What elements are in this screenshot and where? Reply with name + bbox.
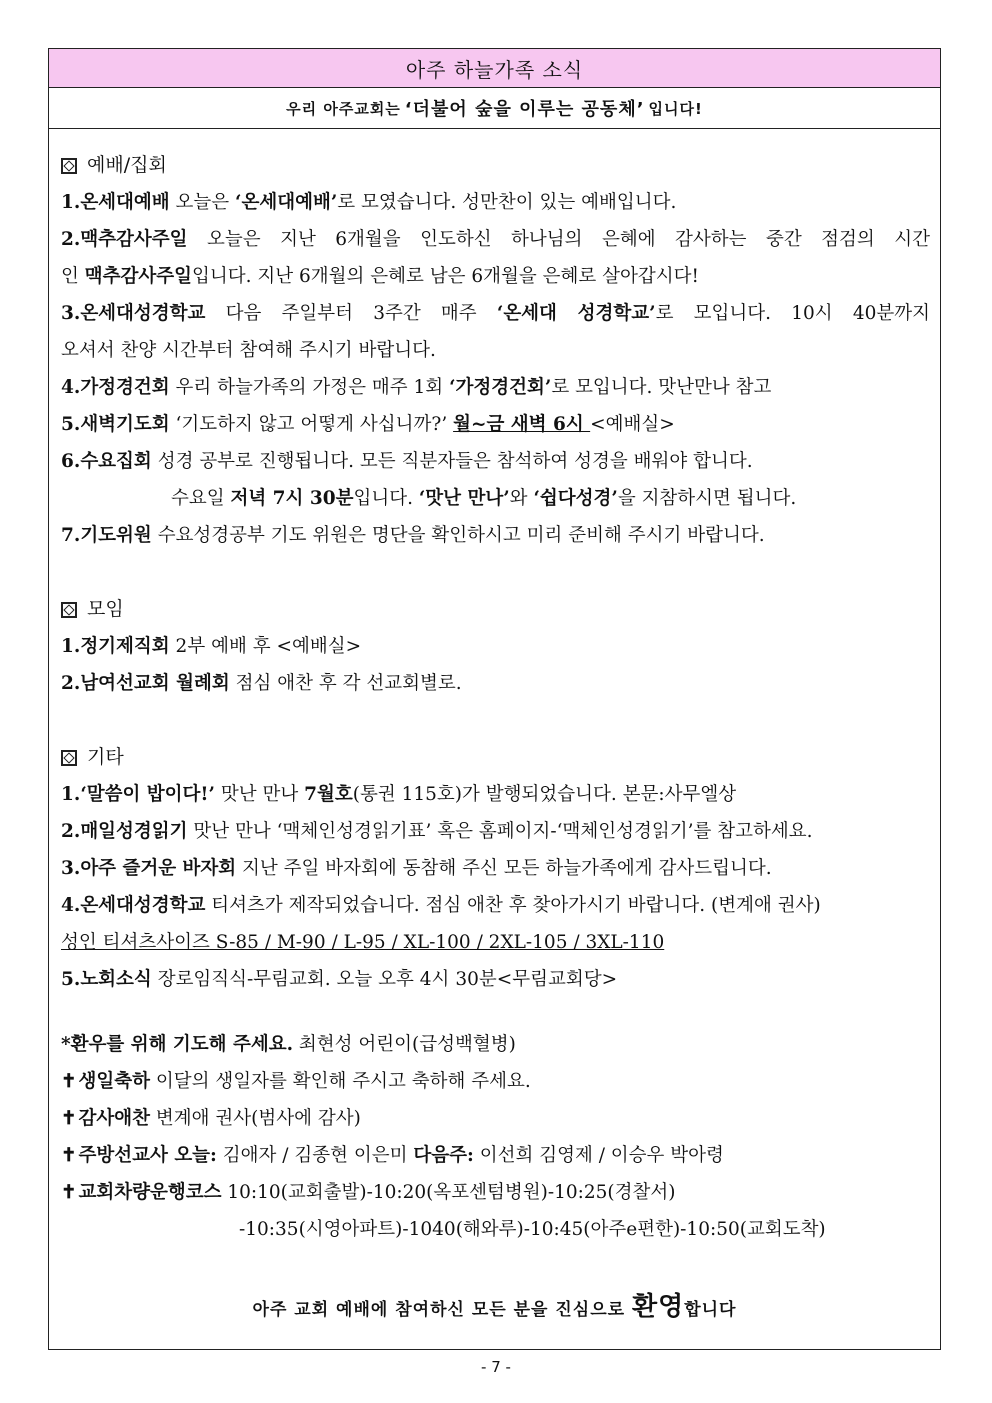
worship-item-3: 3.온세대성경학교 다음 주일부터 3주간 매주 ‘온세대 성경학교’로 모입니다. 10시 40분까지 — [61, 303, 930, 324]
worship-item-6: 6.수요집회 성경 공부로 진행됩니다. 모든 직분자들은 참석하여 성경을 배워야 합니다. — [61, 451, 753, 472]
etc-item-1: 1.‘말씀이 밥이다!’ 맛난 만나 7월호(통권 115호)가 발행되었습니다. 본문:사무엘상 — [61, 784, 737, 805]
etc-item-5: 5.노회소식 장로임직식-무림교회. 오늘 오후 4시 30분<무림교회당> — [61, 969, 618, 990]
newsletter-content — [61, 147, 930, 1248]
diamond-box-icon — [61, 158, 77, 174]
subtitle-post: 입니다! — [648, 99, 703, 118]
cross-icon: ✝ — [61, 1145, 77, 1166]
meeting-item-2: 2.남여선교회 월례회 점심 애찬 후 각 선교회별로. — [61, 673, 462, 694]
cross-icon: ✝ — [61, 1108, 77, 1129]
newsletter-title — [49, 49, 940, 88]
worship-item-3-cont: 오셔서 찬양 시간부터 참여해 주시기 바랍니다. — [61, 340, 436, 361]
welcome-message: 아주 교회 예배에 참여하신 모든 분을 진심으로 환영합니다 — [252, 1292, 737, 1322]
spacer — [61, 554, 930, 591]
section-heading-worship: 예배/집회 — [61, 147, 930, 184]
etc-item-4-sizes: 성인 티셔츠사이즈 S-85 / M-90 / L-95 / XL-100 / 2XL-105 / 3XL-110 — [61, 932, 665, 953]
kitchen-missionary-notice: ✝ 주방선교사 오늘: 김애자 / 김종현 이은미 다음주: 이선희 김영제 / 이승우 박아령 — [61, 1145, 724, 1166]
worship-item-1: 1.온세대예배 오늘은 ‘온세대예배’로 모였습니다. 성만찬이 있는 예배입니다. — [61, 192, 677, 213]
etc-item-4: 4.온세대성경학교 티셔츠가 제작되었습니다. 점심 애찬 후 찾아가시기 바랍니다. (변계애 권사) — [61, 895, 821, 916]
worship-item-2: 2.맥추감사주일 오늘은 지난 6개월을 인도하신 하나님의 은혜에 감사하는 중간 점검의 시간 — [61, 229, 930, 250]
etc-item-2: 2.매일성경읽기 맛난 만나 ‘맥체인성경읽기표’ 혹은 홈페이지-‘맥체인성경읽기’를 참고하세요. — [61, 821, 813, 842]
vehicle-route-notice: ✝ 교회차량운행코스 10:10(교회출발)-10:20(옥포센텀병원)-10:25(경찰서) — [61, 1182, 676, 1203]
diamond-box-icon — [61, 602, 77, 618]
spacer — [61, 702, 930, 739]
prayer-request: *환우를 위해 기도해 주세요. 최현성 어린이(급성백혈병) — [61, 1034, 516, 1055]
cross-icon: ✝ — [61, 1071, 77, 1092]
section-heading-meeting: 모임 — [61, 591, 930, 628]
worship-item-2-cont: 인 맥추감사주일입니다. 지난 6개월의 은혜로 남은 6개월을 은혜로 살아갑시다! — [61, 266, 699, 287]
birthday-notice: ✝ 생일축하 이달의 생일자를 확인해 주시고 축하해 주세요. — [61, 1071, 531, 1092]
worship-item-6-cont: 수요일 저녁 7시 30분입니다. ‘맛난 만나’와 ‘쉽다성경’을 지참하시면 됩니다. — [171, 488, 797, 509]
subtitle-pre: 우리 아주교회는 — [286, 99, 401, 118]
spacer — [61, 998, 930, 1026]
cross-icon: ✝ — [61, 1182, 77, 1203]
section-heading-etc: 기타 — [61, 739, 930, 776]
newsletter-subtitle — [49, 88, 940, 129]
vehicle-route-cont: -10:35(시영아파트)-1040(해와루)-10:45(아주e편한)-10:50(교회도착) — [239, 1219, 826, 1240]
subtitle-emphasis: ‘더불어 숲을 이루는 공동체’ — [404, 99, 645, 120]
etc-item-3: 3.아주 즐거운 바자회 지난 주일 바자회에 동참해 주신 모든 하늘가족에게 감사드립니다. — [61, 858, 772, 879]
worship-item-4: 4.가정경건회 우리 하늘가족의 가정은 매주 1회 ‘가정경건회’로 모입니다. 맛난만나 참고 — [61, 377, 772, 398]
worship-item-7: 7.기도위원 수요성경공부 기도 위원은 명단을 확인하시고 미리 준비해 주시기 바랍니다. — [61, 525, 765, 546]
title-text: 아주 하늘가족 소식 — [405, 57, 584, 82]
meeting-item-1: 1.정기제직회 2부 예배 후 <예배실> — [61, 636, 362, 657]
worship-item-5: 5.새벽기도회 ‘기도하지 않고 어떻게 사십니까?’ 월~금 새벽 6시 <예배실> — [61, 414, 675, 435]
newsletter-frame — [48, 48, 941, 1350]
diamond-box-icon — [61, 750, 77, 766]
thanks-meal-notice: ✝ 감사애찬 변계애 권사(범사에 감사) — [61, 1108, 361, 1129]
page-number: - 7 - — [481, 1358, 511, 1376]
